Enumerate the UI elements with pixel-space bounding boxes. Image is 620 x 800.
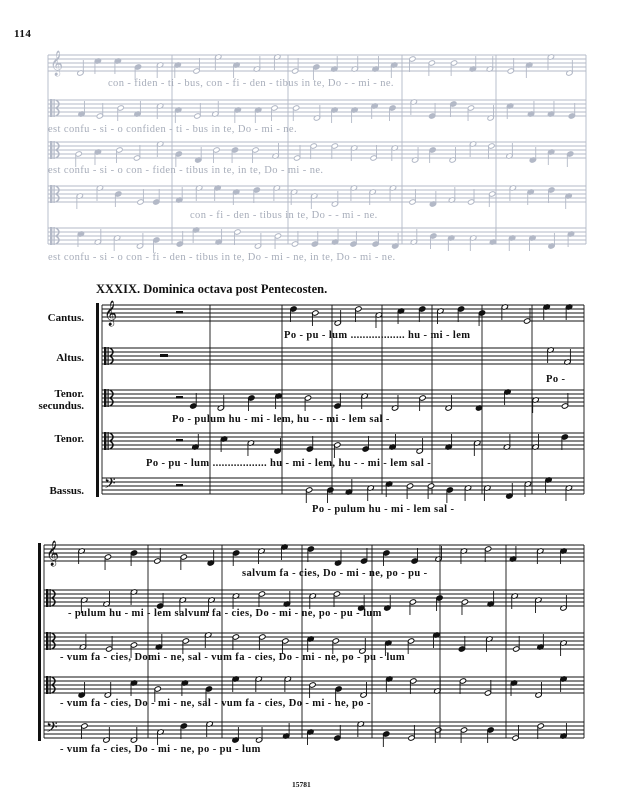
faded-clef-b — [54, 227, 55, 245]
faded-lyric-line-2: est confu - si - o confiden - ti - bus in te, Do - mi - ne. — [48, 124, 298, 135]
s1-rest — [176, 484, 183, 487]
s1-clef — [104, 389, 106, 407]
voice-label-cantus: Cantus. — [47, 312, 84, 324]
voice-label-bassus: Bassus. — [49, 485, 84, 497]
s1-system-bracket — [96, 303, 99, 497]
s2-clef — [46, 589, 48, 607]
s1-lyric-cantus: Po - pu - lum .................. hu - mi - lem — [284, 330, 471, 341]
s2-lyric-tenor: - vum fa - cies, Do - mi - ne, sal - vum fa - cies, Do - mi - ne, po - — [60, 698, 371, 709]
s1-lyric-tenor: Po - pu - lum .................. hu - mi - lem, hu - - mi - lem sal - — [146, 458, 432, 469]
voice-label-tenor-2-name: Tenor. — [54, 388, 84, 400]
s2-clef: 𝄞 — [46, 541, 60, 566]
faded-lyric-line-5: est confu - si - o con - fi - den - tibus in te, Do - mi - ne, in te, Do - mi - ne. — [48, 252, 396, 263]
s1-clef-b — [108, 432, 109, 450]
s1-rest — [176, 311, 183, 314]
s1-clef — [104, 347, 106, 365]
faded-clef-b — [54, 141, 55, 159]
voice-label-tenor: Tenor. — [54, 433, 84, 445]
s2-clef-b — [50, 632, 51, 650]
faded-clef — [50, 227, 52, 245]
s2-lyric-bassus: - vum fa - cies, Do - mi - ne, po - pu - lum — [60, 744, 261, 755]
s2-lyric-tenor-2: - vum fa - cies, Domi - ne, sal - vum fa - cies, Do - mi - ne, po - pu - lum — [60, 652, 406, 663]
faded-lyric-line-4: con - fi - den - tibus in te, Do - - mi - ne. — [190, 210, 378, 221]
s1-clef-b — [108, 389, 109, 407]
s1-lyric-bassus: Po - pulum hu - mi - lem sal - — [312, 504, 455, 515]
s2-clef — [46, 632, 48, 650]
faded-lyric-line-1: con - fiden - ti - bus, con - fi - den - tibus in te, Do - - mi - ne. — [108, 78, 394, 89]
voice-label-tenor-2-sub: secundus. — [38, 400, 84, 412]
s2-lyric-cantus: salvum fa - cies, Do - mi - ne, po - pu - — [242, 568, 428, 579]
faded-clef — [50, 99, 52, 117]
s1-clef — [104, 432, 106, 450]
s1-rest — [176, 439, 183, 442]
voice-label-tenor-secundus — [14, 388, 84, 412]
faded-clef: 𝄞 — [50, 51, 64, 76]
s2-clef — [46, 676, 48, 694]
s2-clef-b — [50, 589, 51, 607]
faded-lyric-line-3: est confu - si - o con - fiden - tibus in te, in te, Do - mi - ne. — [48, 165, 324, 176]
plate-number: 15781 — [292, 780, 311, 789]
s1-lyric-tenor-2: Po - pulum hu - mi - lem, hu - - mi - lem sal - — [172, 414, 390, 425]
page-number: 114 — [14, 28, 32, 40]
faded-clef — [50, 141, 52, 159]
voice-label-altus: Altus. — [56, 352, 84, 364]
piece-title: XXXIX. Dominica octava post Pentecosten. — [96, 282, 328, 296]
s1-rest — [160, 354, 168, 357]
faded-clef — [50, 185, 52, 203]
s1-clef-b — [108, 347, 109, 365]
s1-clef: 𝄢 — [104, 475, 116, 496]
s2-clef: 𝄢 — [46, 719, 58, 740]
s1-rest — [176, 396, 183, 399]
s1-lyric-altus: Po - — [546, 374, 566, 385]
s1-clef: 𝄞 — [104, 301, 118, 326]
s2-system-bracket — [38, 543, 41, 741]
s2-clef-b — [50, 676, 51, 694]
s2-lyric-altus: - pulum hu - mi - lem salvum fa - cies, Do - mi - ne, po - pu - lum — [68, 608, 382, 619]
faded-clef-b — [54, 99, 55, 117]
faded-clef-b — [54, 185, 55, 203]
